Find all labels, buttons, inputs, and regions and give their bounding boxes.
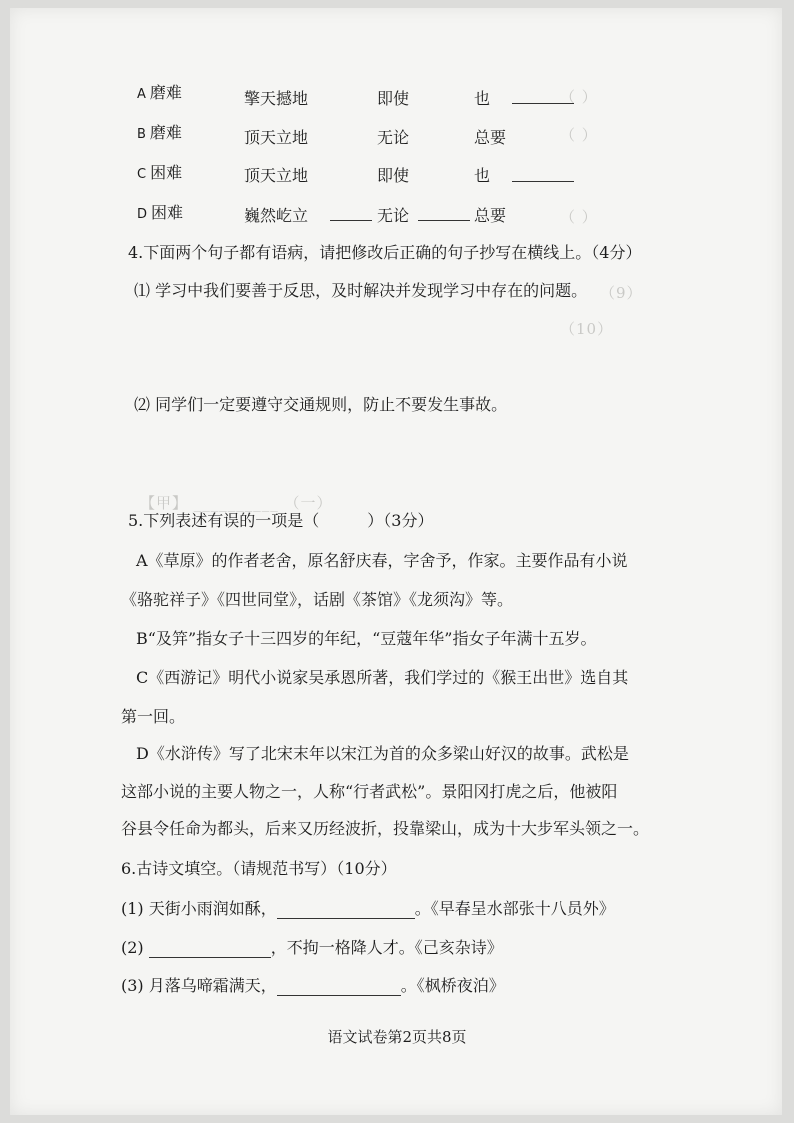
question-5-option-d-line1: D《水浒传》写了北宋末年以宋江为首的众多梁山好汉的故事。武松是	[136, 744, 629, 763]
bleed-through-text: （ ）	[560, 88, 598, 106]
option-a-w3: 即使	[377, 89, 410, 108]
option-a-w4: 也	[474, 89, 491, 108]
option-b-w3: 无论	[377, 128, 410, 147]
answer-blank[interactable]	[418, 220, 470, 221]
question-5-option-d-line3: 谷县令任命为都头，后来又历经波折，投靠梁山，成为十大步军头领之一。	[121, 819, 650, 838]
question-6-title: 6.古诗文填空。（请规范书写）（10分）	[121, 859, 397, 878]
poem-2-text: ，不拘一格降人才。《己亥杂诗》	[270, 938, 503, 957]
poem-line-1	[121, 896, 615, 919]
option-d-w2: 巍然屹立	[244, 206, 309, 225]
option-word1: 磨难	[149, 83, 182, 102]
answer-blank[interactable]	[512, 181, 574, 182]
poem-line-3	[121, 973, 505, 996]
page-footer: 语文试卷第2页共8页	[327, 1028, 467, 1046]
question-5-option-a-line1: A《草原》的作者老舍，原名舒庆春，字舍予，作家。主要作品有小说	[136, 551, 628, 570]
answer-blank[interactable]	[512, 103, 574, 104]
question-5-option-d-line2: 这部小说的主要人物之一，人称“行者武松”。景阳冈打虎之后，他被阳	[121, 782, 618, 801]
option-letter: D	[137, 207, 148, 222]
option-d-w3: 无论	[377, 206, 410, 225]
option-d	[137, 200, 183, 223]
bleed-through-text: （ ）	[560, 208, 598, 226]
bleed-through-text: 【甲】 __________ （一）	[140, 494, 333, 512]
option-c-w2: 顶天立地	[244, 166, 309, 185]
bleed-through-text: （ ）	[560, 126, 598, 144]
answer-blank[interactable]	[277, 899, 415, 919]
poem-3-text: (3) 月落乌啼霜满天，	[121, 976, 277, 995]
option-b	[137, 120, 182, 143]
option-c-w3: 即使	[377, 166, 410, 185]
bleed-through-text: （9）	[600, 284, 643, 302]
question-5-option-b: B“及笄”指女子十三四岁的年纪，“豆蔻年华”指女子年满十五岁。	[136, 629, 597, 648]
option-word1: 磨难	[149, 123, 182, 142]
option-a	[137, 80, 182, 103]
question-4-sentence-1: ⑴ 学习中我们要善于反思，及时解决并发现学习中存在的问题。	[134, 281, 588, 300]
option-a-w2: 擎天撼地	[244, 89, 309, 108]
option-letter: A	[137, 87, 146, 102]
option-b-w2: 顶天立地	[244, 128, 309, 147]
question-5-title: 5.下列表述有误的一项是（ ）（3分）	[128, 511, 434, 530]
question-5-option-c-line2: 第一回。	[121, 707, 186, 726]
answer-blank[interactable]	[149, 938, 271, 958]
option-b-w4: 总要	[474, 128, 507, 147]
bleed-through-text: （10）	[560, 320, 614, 338]
question-5-option-c-line1: C《西游记》明代小说家吴承恩所著，我们学过的《猴王出世》选自其	[136, 668, 629, 687]
option-letter: C	[137, 167, 147, 182]
poem-3-source: 。《枫桥夜泊》	[400, 976, 505, 995]
poem-1-source: 。《早春呈水部张十八员外》	[414, 899, 615, 918]
option-c-w4: 也	[474, 166, 491, 185]
question-4-title: 4.下面两个句子都有语病，请把修改后正确的句子抄写在横线上。（4分）	[128, 243, 642, 262]
option-letter: B	[137, 127, 146, 142]
poem-1-text: (1) 天街小雨润如酥，	[121, 899, 277, 918]
answer-blank[interactable]	[277, 976, 401, 996]
question-5-option-a-line2: 《骆驼祥子》《四世同堂》，话剧《茶馆》《龙须沟》等。	[121, 590, 514, 609]
question-4-sentence-2: ⑵ 同学们一定要遵守交通规则，防止不要发生事故。	[134, 395, 508, 414]
poem-2-num: (2)	[121, 938, 149, 957]
option-word1: 困难	[150, 163, 183, 182]
option-word1: 困难	[151, 203, 184, 222]
answer-blank[interactable]	[330, 220, 372, 221]
poem-line-2	[121, 935, 503, 958]
option-d-w4: 总要	[474, 206, 507, 225]
option-c	[137, 160, 182, 183]
